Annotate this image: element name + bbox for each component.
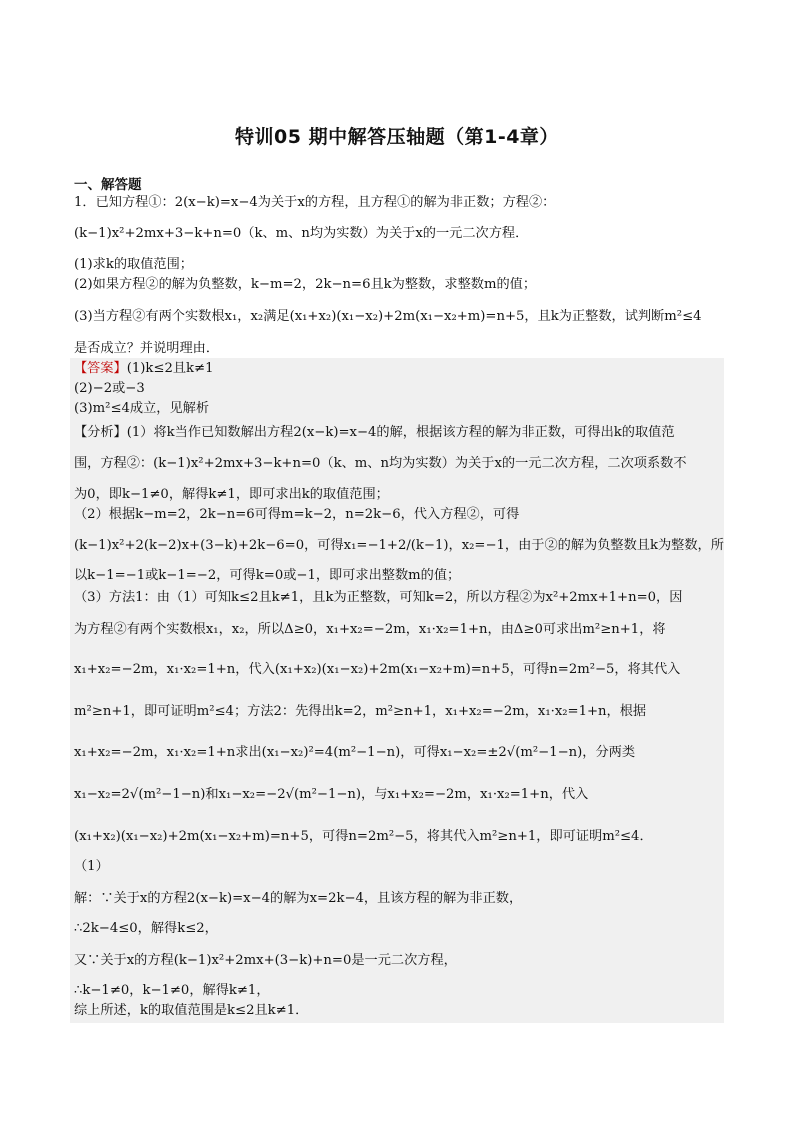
- analysis-line: 为方程②有两个实数根x₁，x₂，所以Δ≥0，x₁+x₂=−2m，x₁·x₂=1+n，由Δ≥0可求出m²≥n+1，将: [74, 622, 666, 637]
- analysis-line: m²≥n+1，即可证明m²≤4；方法2：先得出k=2，m²≥n+1，x₁+x₂=−2m，x₁·x₂=1+n，根据: [74, 704, 647, 719]
- analysis-line: 为0，即k−1≠0，解得k≠1，即可求出k的取值范围；: [74, 487, 389, 502]
- question-1-part-3-cont: 是否成立？并说明理由．: [74, 341, 220, 356]
- analysis-line: （3）方法1：由（1）可知k≤2且k≠1，且k为正整数，可知k=2，所以方程②为x²+2mx+1+n=0，因: [74, 590, 683, 605]
- question-1-line-1: 1．已知方程①：2(x−k)=x−4为关于x的方程，且方程①的解为非正数；方程②：: [74, 195, 556, 210]
- solution-line: ∴k−1≠0，k−1≠0，解得k≠1，: [74, 983, 270, 998]
- answer-part-1: (1)k≤2且k≠1: [126, 361, 214, 376]
- analysis-line: 【分析】(1）将k当作已知数解出方程2(x−k)=x−4的解，根据该方程的解为非正数，可得出k的取值范: [74, 425, 675, 440]
- analysis-line: 围，方程②：(k−1)x²+2mx+3−k+n=0（k、m、n均为实数）为关于x的一元二次方程，二次项系数不: [74, 456, 687, 471]
- analysis-line: (k−1)x²+2(k−2)x+(3−k)+2k−6=0，可得x₁=−1+2/(k−1)，x₂=−1，由于②的解为负整数且k为整数，所: [74, 538, 724, 553]
- analysis-line: x₁+x₂=−2m，x₁·x₂=1+n，代入(x₁+x₂)(x₁−x₂)+2m(x₁−x₂+m)=n+5，可得n=2m²−5，将其代入: [74, 662, 681, 677]
- solution-line: 又∵关于x的方程(k−1)x²+2mx+(3−k)+n=0是一元二次方程，: [74, 953, 457, 968]
- answer-label: 【答案】: [74, 361, 127, 376]
- analysis-line: x₁−x₂=2√(m²−1−n)和x₁−x₂=−2√(m²−1−n)，与x₁+x₂=−2m，x₁·x₂=1+n，代入: [74, 787, 589, 802]
- analysis-line: （2）根据k−m=2，2k−n=6可得m=k−2，n=2k−6，代入方程②，可得: [74, 507, 520, 522]
- solution-line: 综上所述，k的取值范围是k≤2且k≠1．: [74, 1003, 309, 1018]
- analysis-line: 以k−1=−1或k−1=−2，可得k=0或−1，即可求出整数m的值；: [74, 568, 461, 583]
- answer-part-2: (2)−2或−3: [74, 381, 145, 396]
- solution-line: （1）: [74, 859, 109, 874]
- question-1-line-2: (k−1)x²+2mx+3−k+n=0（k、m、n均为实数）为关于x的一元二次方程．: [74, 226, 529, 241]
- section-heading: 一、解答题: [74, 177, 142, 193]
- question-1-part-2: (2)如果方程②的解为负整数，k−m=2，2k−n=6且k为整数，求整数m的值；: [74, 277, 537, 292]
- solution-line: ∴2k−4≤0，解得k≤2，: [74, 921, 218, 936]
- answer-part-3: (3)m²≤4成立，见解析: [74, 401, 210, 416]
- question-1-part-3: (3)当方程②有两个实数根x₁，x₂满足(x₁+x₂)(x₁−x₂)+2m(x₁−x₂+m)=n+5，且k为正整数，试判断m²≤4: [74, 309, 702, 324]
- analysis-line: (x₁+x₂)(x₁−x₂)+2m(x₁−x₂+m)=n+5，可得n=2m²−5，将其代入m²≥n+1，即可证明m²≤4．: [74, 829, 653, 844]
- question-1-part-1: (1)求k的取值范围；: [74, 257, 193, 272]
- solution-line: 解：∵关于x的方程2(x−k)=x−4的解为x=2k−4，且该方程的解为非正数，: [74, 891, 523, 906]
- answer-line-1: [74, 360, 213, 378]
- page-title: 特训05 期中解答压轴题（第1-4章）: [235, 126, 559, 148]
- analysis-line: x₁+x₂=−2m，x₁·x₂=1+n求出(x₁−x₂)²=4(m²−1−n)，可得x₁−x₂=±2√(m²−1−n)，分两类: [74, 745, 636, 760]
